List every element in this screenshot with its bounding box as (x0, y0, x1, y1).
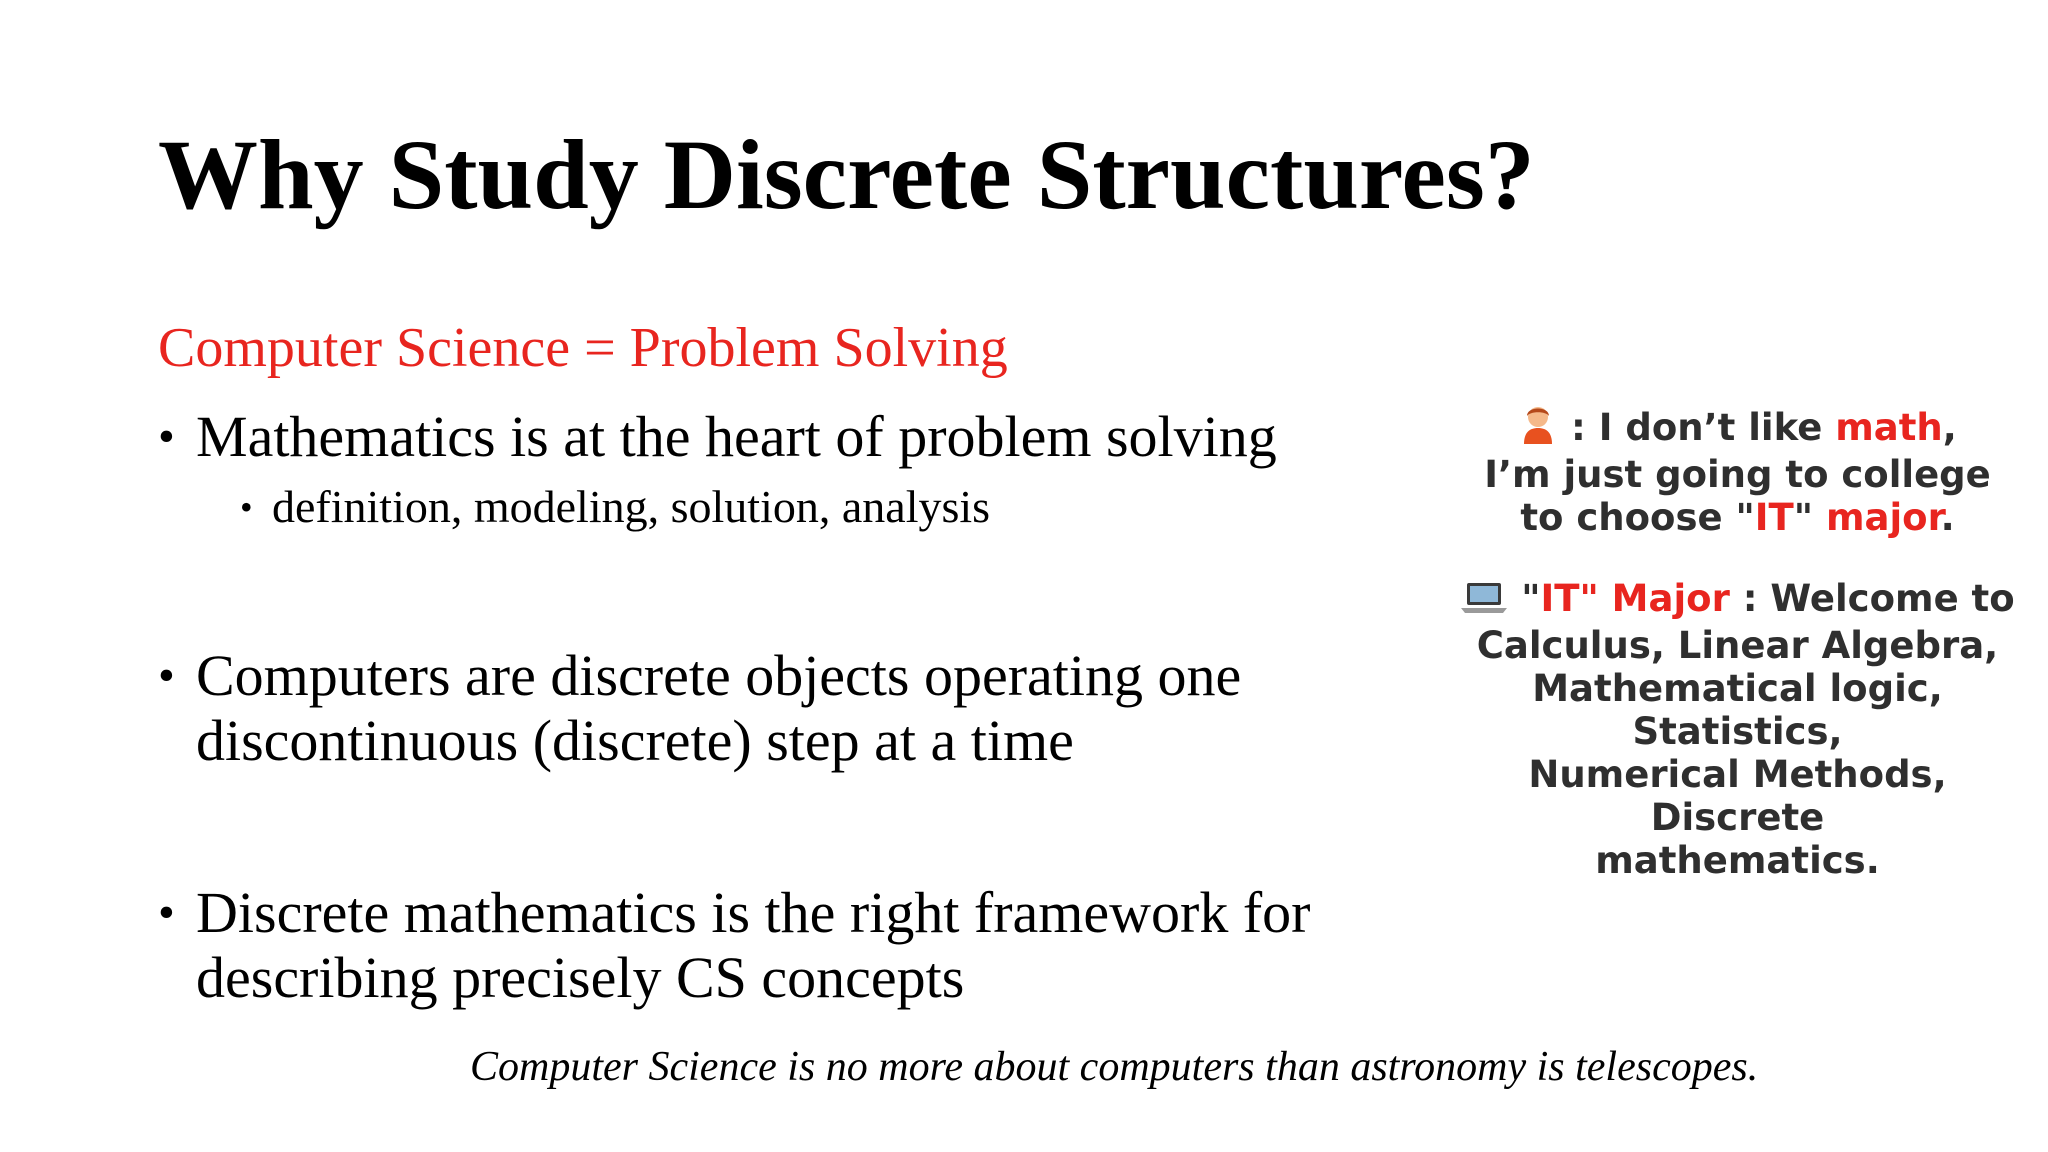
meme-highlight: math (1835, 406, 1943, 449)
bullet-item-1 (158, 404, 1277, 469)
subbullet-text: definition, modeling, solution, analysis (272, 481, 991, 532)
meme-highlight: major (1825, 496, 1941, 539)
slide-title: Why Study Discrete Structures? (158, 119, 1535, 230)
meme-line (1440, 496, 2035, 539)
bullet-text-line-2: describing precisely CS concepts (196, 945, 965, 1010)
meme-highlight: IT" Major (1540, 577, 1730, 620)
bullet-text-line-1: Discrete mathematics is the right framework for (196, 880, 1311, 945)
bullet-text: Mathematics is at the heart of problem solving (196, 404, 1277, 469)
meme-text: : Welcome to (1729, 577, 2015, 620)
bullet-text-line-2: discontinuous (discrete) step at a time (196, 708, 1074, 773)
meme-block-student (1440, 402, 2035, 539)
meme-line: Calculus, Linear Algebra, (1476, 624, 1999, 667)
meme-text: " (1793, 496, 1826, 539)
bullet-item-2 (158, 643, 1241, 773)
meme-block-major (1440, 577, 2035, 882)
slide-subtitle: Computer Science = Problem Solving (158, 317, 1008, 379)
meme-text: . (1940, 496, 1955, 539)
subbullet-item-1 (240, 480, 990, 534)
meme-text: : I don’t like (1558, 406, 1836, 449)
bullet-dot: • (158, 410, 175, 463)
meme-line: I’m just going to college (1484, 453, 1991, 496)
meme-text: , (1942, 406, 1957, 449)
meme-line: Mathematical logic, Statistics, (1532, 667, 1943, 753)
meme-text: to choose " (1520, 496, 1755, 539)
closing-quote: Computer Science is no more about computers than astronomy is telescopes. (470, 1044, 1759, 1090)
meme-line (1440, 402, 2035, 453)
bullet-dot: • (158, 649, 175, 702)
bullet-item-3 (158, 880, 1311, 1010)
bullet-text-line-1: Computers are discrete objects operating one (196, 643, 1242, 708)
meme-line: mathematics. (1595, 839, 1880, 882)
meme-text: " (1508, 577, 1541, 620)
meme-image (1440, 402, 2035, 882)
bullet-dot: • (158, 886, 175, 939)
subbullet-dot: • (240, 487, 253, 527)
meme-highlight: IT (1754, 496, 1794, 539)
meme-line: Numerical Methods, Discrete (1528, 753, 1947, 839)
laptop-icon (1460, 581, 1508, 624)
meme-line (1440, 577, 2035, 624)
person-icon (1518, 402, 1558, 453)
